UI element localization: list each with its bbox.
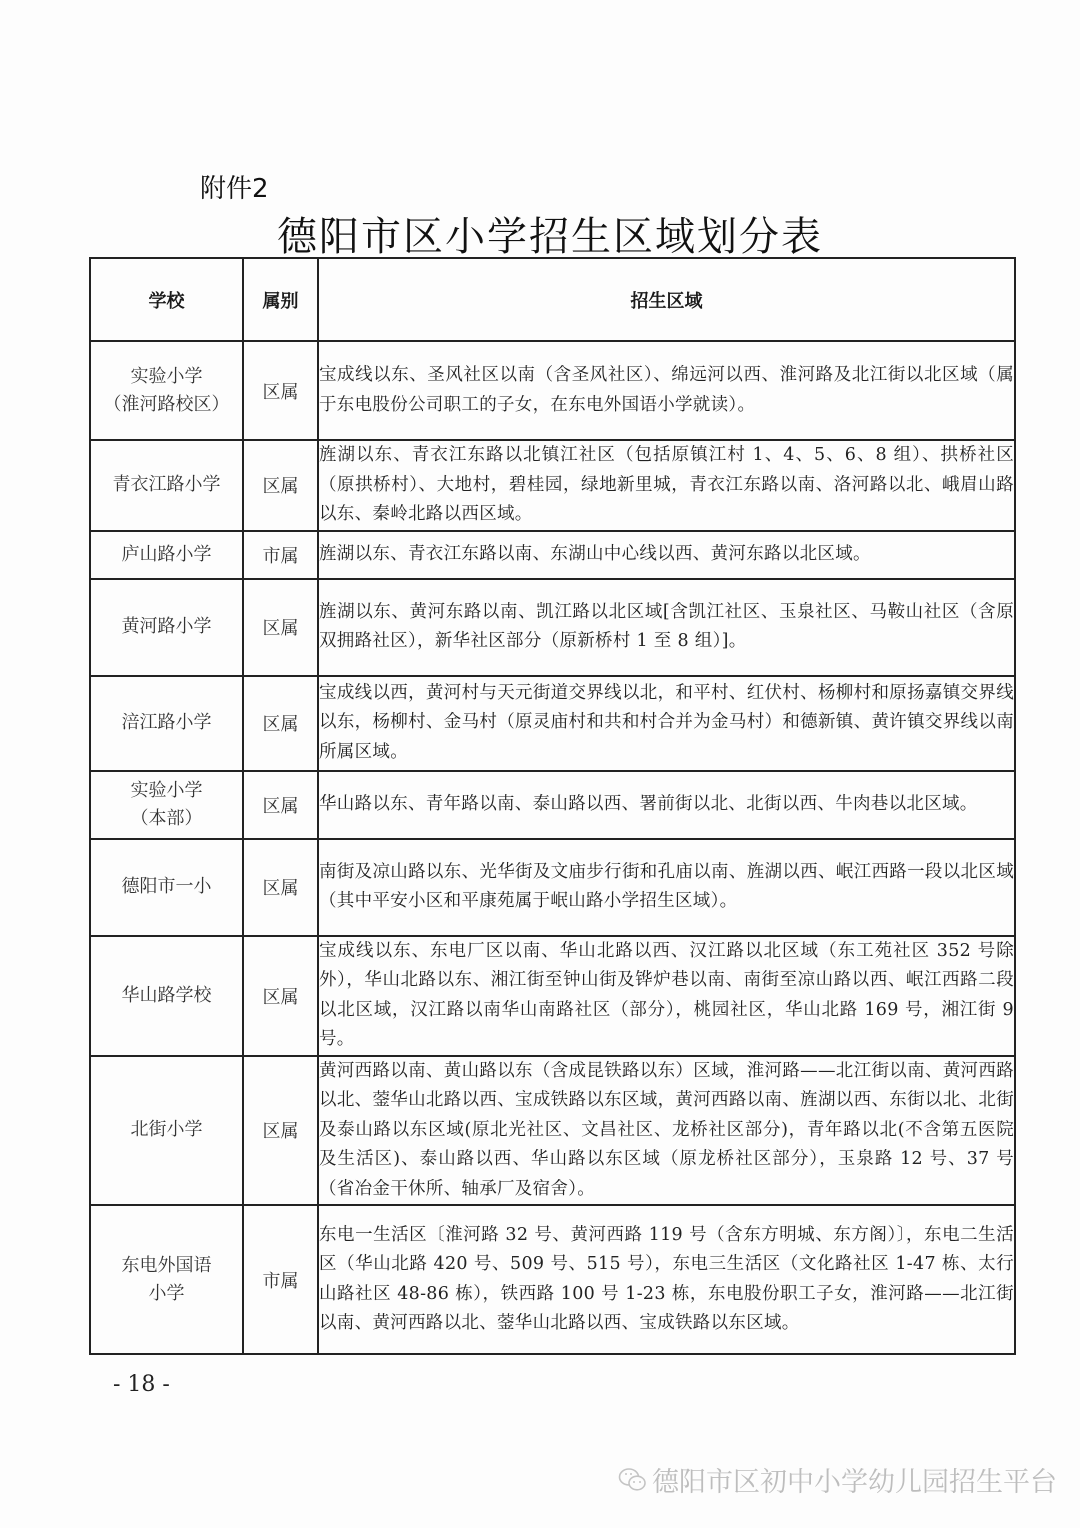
- school-type: 区属: [243, 341, 318, 440]
- school-type: 市属: [243, 1205, 318, 1354]
- page-title: 德阳市区小学招生区域划分表: [277, 214, 823, 260]
- enrollment-area: 宝成线以西，黄河村与天元街道交界线以北，和平村、红伏村、杨柳村和原扬嘉镇交界线以东，杨柳村、金马村（原灵庙村和共和村合并为金马村）和德新镇、黄许镇交界线以南所属区域。: [318, 676, 1015, 771]
- wechat-icon: [618, 1466, 648, 1494]
- school-type: 区属: [243, 1056, 318, 1206]
- enrollment-zone-table: [89, 257, 1016, 1355]
- school-name: 北街小学: [90, 1056, 243, 1206]
- table-row: [90, 839, 1015, 936]
- school-name: 黄河路小学: [90, 579, 243, 676]
- enrollment-area: 黄河西路以南、黄山路以东（含成昆铁路以东）区域，淮河路——北江街以南、黄河西路以北、蓥华山北路以西、宝成铁路以东区域，黄河西路以南、旌湖以西、东街以北、北街及泰山路以东区域(原北光社区、文昌社区、龙桥社区部分)，青年路以北(不含第五医院及生活区)、泰山路以西、华山路以东区域（原龙桥社区部分），玉泉路 12 号、37 号（省冶金干休所、轴承厂及宿舍）。: [318, 1056, 1015, 1206]
- watermark-text: 德阳市区初中小学幼儿园招生平台: [652, 1467, 1057, 1498]
- school-type: 区属: [243, 936, 318, 1056]
- enrollment-area: 南街及凉山路以东、光华街及文庙步行街和孔庙以南、旌湖以西、岷江西路一段以北区域（其中平安小区和平康苑属于岷山路小学招生区域）。: [318, 839, 1015, 936]
- school-type: 区属: [243, 676, 318, 771]
- page-number: - 18 -: [113, 1372, 170, 1397]
- header-school: 学校: [90, 258, 243, 341]
- enrollment-area: 旌湖以东、青衣江东路以南、东湖山中心线以西、黄河东路以北区域。: [318, 531, 1015, 579]
- table-row: [90, 1056, 1015, 1206]
- school-name: 青衣江路小学: [90, 440, 243, 531]
- attachment-label: 附件2: [200, 174, 269, 204]
- header-area: 招生区域: [318, 258, 1015, 341]
- enrollment-area: 宝成线以东、圣风社区以南（含圣风社区）、绵远河以西、淮河路及北江街以北区域（属于东电股份公司职工的子女，在东电外国语小学就读）。: [318, 341, 1015, 440]
- enrollment-area: 华山路以东、青年路以南、泰山路以西、署前街以北、北街以西、牛肉巷以北区域。: [318, 771, 1015, 839]
- enrollment-area: 东电一生活区〔淮河路 32 号、黄河西路 119 号（含东方明城、东方阁）〕，东电二生活区（华山北路 420 号、509 号、515 号），东电三生活区（文化路社区 1-47 栋、太行山路社区 48-86 栋），铁西路 100 号 1-23 栋，东电股份职工子女，淮河路——北江街以南、黄河西路以北、蓥华山北路以西、宝成铁路以东区域。: [318, 1205, 1015, 1354]
- school-name: 庐山路小学: [90, 531, 243, 579]
- school-name: 东电外国语 小学: [90, 1205, 243, 1354]
- table-row: [90, 341, 1015, 440]
- header-type: 属别: [243, 258, 318, 341]
- school-name: 华山路学校: [90, 936, 243, 1056]
- table-row: [90, 579, 1015, 676]
- enrollment-area: 旌湖以东、青衣江东路以北镇江社区（包括原镇江村 1、4、5、6、8 组）、拱桥社区（原拱桥村）、大地村，碧桂园，绿地新里城，青衣江东路以南、洛河路以北、峨眉山路以东、秦岭北路以西区域。: [318, 440, 1015, 531]
- table-row: [90, 676, 1015, 771]
- table-header-row: [90, 258, 1015, 341]
- school-name: 实验小学 （本部）: [90, 771, 243, 839]
- school-type: 区属: [243, 440, 318, 531]
- watermark: [618, 1460, 1057, 1499]
- table-row: [90, 1205, 1015, 1354]
- table-row: [90, 771, 1015, 839]
- table-row: [90, 531, 1015, 579]
- school-type: 区属: [243, 839, 318, 936]
- enrollment-area: 宝成线以东、东电厂区以南、华山北路以西、汉江路以北区域（东工苑社区 352 号除外），华山北路以东、湘江街至钟山街及铧炉巷以南、南街至凉山路以西、岷江西路二段以北区域，汉江路以南华山南路社区（部分），桃园社区，华山北路 169 号，湘江街 9 号。: [318, 936, 1015, 1056]
- school-name: 实验小学 （淮河路校区）: [90, 341, 243, 440]
- school-name: 德阳市一小: [90, 839, 243, 936]
- school-type: 区属: [243, 771, 318, 839]
- table-row: [90, 936, 1015, 1056]
- table-row: [90, 440, 1015, 531]
- enrollment-area: 旌湖以东、黄河东路以南、凯江路以北区域[含凯江社区、玉泉社区、马鞍山社区（含原双拥路社区），新华社区部分（原新桥村 1 至 8 组）]。: [318, 579, 1015, 676]
- school-type: 区属: [243, 579, 318, 676]
- school-type: 市属: [243, 531, 318, 579]
- school-name: 涪江路小学: [90, 676, 243, 771]
